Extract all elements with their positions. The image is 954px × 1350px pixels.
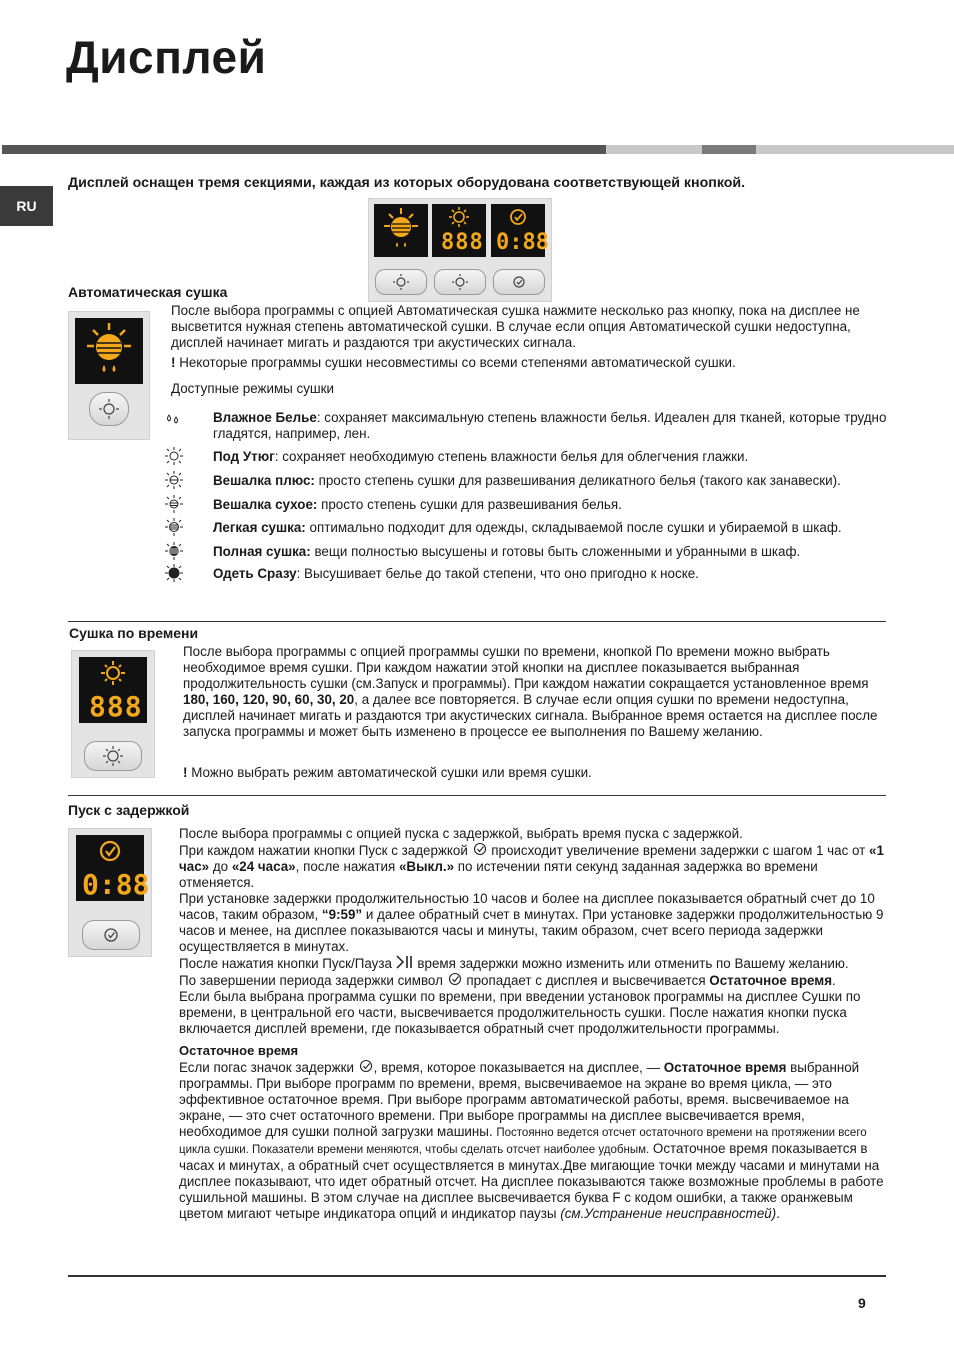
- header-bar-light-2: [756, 145, 954, 154]
- timed-digits: 888: [441, 230, 484, 255]
- sun-full-icon: [163, 541, 185, 561]
- intro-text: Дисплей оснащен тремя секциями, каждая из которых оборудована соответствующей кнопкой.: [68, 175, 746, 191]
- sun-three-bars-icon: [163, 517, 185, 537]
- delay-countdown-text: При установке задержки продолжительностью 10 часов и более на дисплее показывается обратный счет до 10 часов, таким образом, “9:59” и далее обратный счет в минутах. При установке задержки продолжительностью 9 часов и менее, на дисплее показываются часы и минуты, таким образом, счет всего периода задержки осуществляется в минутах.: [179, 891, 884, 954]
- delay-start-button[interactable]: [493, 269, 545, 295]
- sun-drops-icon: [75, 318, 143, 384]
- sun-icon: [90, 393, 128, 425]
- modes-label: Доступные режимы сушки: [171, 381, 334, 396]
- delay-clock-icon: [83, 921, 139, 949]
- auto-dry-button[interactable]: [89, 392, 129, 426]
- header-bar-light: [606, 145, 702, 154]
- delay-end-text: По завершении периода задержки символ пропадает с дисплея и высвечивается Остаточное время.: [179, 973, 836, 988]
- language-tab: RU: [0, 186, 53, 226]
- sun-icon: [435, 270, 485, 294]
- sun-icon: [376, 270, 426, 294]
- delay-clock-icon: [472, 842, 488, 856]
- sun-icon: [79, 659, 147, 687]
- sub-heading-remaining: Остаточное время: [179, 1043, 299, 1058]
- timed-description: После выбора программы с опцией программы сушки по времени, кнопкой По времени можно выбрать необходимое время сушки. При каждом нажатии этой кнопки на дисплее показывается выбранная продолжительность сушки (см.Запуск и программы). При каждом нажатии сокращается установленное время 180, 160, 120, 90, 60, 30, 20, а далее все повторяется. В случае если опция сушки по времени недоступна, дисплей начинает мигать и раздаются три акустических сигнала. Выбранное время остается на дисплее после запуска программы и может быть изменено в процессе ее выполнения по Вашему желанию.: [183, 644, 878, 739]
- delay-lcd: [491, 204, 549, 257]
- delay-digits: 0:88: [82, 868, 150, 901]
- delay-lcd: [76, 835, 150, 901]
- header-bar-mid: [702, 145, 756, 154]
- sun-icon: [85, 742, 141, 770]
- timed-dry-lcd: [432, 204, 486, 257]
- sun-drops-icon: [374, 204, 428, 257]
- delay-start-button[interactable]: [82, 920, 140, 950]
- timed-warning: ! Можно выбрать режим автоматической сушки или время сушки.: [183, 765, 592, 780]
- sun-filled-icon: [163, 563, 185, 583]
- section-heading-auto: Автоматическая сушка: [68, 284, 228, 300]
- auto-warning: ! Некоторые программы сушки несовместимы со всеми степенями автоматической сушки.: [171, 355, 736, 370]
- delay-pause-text: После нажатия кнопки Пуск/Пауза время задержки можно изменить или отменить по Вашему желанию.: [179, 956, 849, 971]
- list-item: Вешалка плюс: просто степень сушки для развешивания деликатного белья (такого как занавески).: [213, 473, 841, 488]
- section-divider: [68, 795, 886, 796]
- delay-clock-icon: [76, 837, 144, 865]
- auto-dry-lcd: [75, 318, 143, 384]
- auto-dry-lcd: [374, 204, 428, 257]
- section-divider: [68, 621, 886, 622]
- timed-dry-lcd: [79, 657, 147, 723]
- timed-digits: 888: [89, 690, 143, 723]
- sun-two-bars-icon: [163, 494, 185, 514]
- page-title: Дисплей: [66, 31, 267, 83]
- sun-icon: [432, 206, 486, 228]
- delay-clock-icon: [494, 270, 544, 294]
- play-pause-icon: [396, 955, 414, 969]
- header-bar-dark: [2, 145, 606, 154]
- section-heading-timed: Сушка по времени: [69, 625, 199, 641]
- sun-one-bar-icon: [163, 470, 185, 490]
- list-item: Легкая сушка: оптимально подходит для одежды, складываемой после сушки и убираемой в шкаф.: [213, 520, 842, 535]
- list-item: Под Утюг: сохраняет необходимую степень влажности белья для облегчения глажки.: [213, 449, 749, 464]
- delay-clock-icon: [491, 206, 545, 228]
- drops-icon: [163, 408, 185, 428]
- list-item: Одеть Сразу: Высушивает белье до такой степени, что оно пригодно к носке.: [213, 566, 699, 581]
- delay-panel: [68, 828, 152, 957]
- timed-dry-button[interactable]: [434, 269, 486, 295]
- auto-dry-panel: [68, 311, 150, 440]
- timed-dry-button[interactable]: [84, 741, 142, 771]
- section-heading-delay: Пуск с задержкой: [68, 802, 190, 818]
- display-overview-panel: [368, 198, 552, 302]
- timed-dry-panel: [71, 650, 155, 778]
- delay-clock-icon: [358, 1059, 374, 1073]
- auto-dry-button[interactable]: [375, 269, 427, 295]
- list-item: Влажное Белье: сохраняет максимальную степень влажности белья. Идеален для тканей, которые трудно гладятся, например, лен.: [213, 410, 887, 441]
- sun-outline-icon: [163, 446, 185, 466]
- remaining-time-text: Если погас значок задержки , время, которое показывается на дисплее, — Остаточное время выбранной программы. При выборе программ по времени, время, высвечиваемое на экране во время цикла, — это эффективное остаточное время. При выборе программ автоматической работы, время. высвечиваемое на экране, — это счет остаточного времени. При выборе программы на дисплее высвечивается время, необходимое для сушки полной загрузки машины. Постоянно ведется отсчет остаточного времени на протяжении всего цикла сушки. Показатели времени меняются, чтобы сделать отсчет наиболее удобным. Остаточное время показывается в часах и минутах, а обратный счет осуществляется в минутах.Две мигающие точки между часами и минутами на дисплее показывают, что идет обратный отсчет. На дисплее показываются также возможные проблемы в работе сушильной машины. В этом случае на дисплее высвечивается буква F с кодом ошибки, а также оранжевым цветом мигают четыре индикатора опций и индикатор паузы (см.Устранение неисправностей).: [179, 1060, 884, 1221]
- delay-description: После выбора программы с опцией пуска с задержкой, выбрать время пуска с задержкой. При каждом нажатии кнопки Пуск с задержкой происходит увеличение времени задержки с шагом 1 час от «1 час» до «24 часа», после нажатия «Выкл.» по истечении пяти секунд заданная задержка во времени отменяется. При установке задержки продолжительностью 10 часов и более на дисплее показывается обратный счет до 10 часов, таким образом, “9:59” и далее обратный счет в минутах. При установке задержки продолжительностью 9 часов и менее, на дисплее показываются часы и минуты, таким образом, счет всего периода задержки осуществляется в минутах. После нажатия кнопки Пуск/Пауза время задержки можно изменить или отменить по Вашему желанию. По завершении периода задержки символ пропадает с дисплея и высвечивается Остаточное время. Если была выбрана программа сушки по времени, при введении установок программы на дисплее Сушки по времени, в центральной его части, высвечивается продолжительность сушки. После нажатия кнопки пуска включается дисплей времени, где показывается обратный счет продолжительности программы. Остаточное время Если погас значок задержки , время, которое показывается на дисплее, — Остаточное время выбранной программы. При выборе программ по времени, время, высвечиваемое на экране во время цикла, — это эффективное остаточное время. При выборе программ автоматической работы, время. высвечиваемое на экране, — это счет остаточного времени. При выборе программы на дисплее высвечивается время, необходимое для сушки полной загрузки машины. Постоянно ведется отсчет остаточного времени на протяжении всего цикла сушки. Показатели времени меняются, чтобы сделать отсчет наиболее удобным. Остаточное время показывается в часах и минутах, а обратный счет осуществляется в минутах.Две мигающие точки между часами и минутами на дисплее показывают, что идет обратный отсчет. На дисплее показываются также возможные проблемы в работе сушильной машины. В этом случае на дисплее высвечивается буква F с кодом ошибки, а также оранжевым цветом мигают четыре индикатора опций и индикатор паузы (см.Устранение неисправностей).: [179, 826, 884, 1221]
- bottom-divider: [68, 1275, 886, 1277]
- auto-description: После выбора программы с опцией Автоматическая сушка нажмите несколько раз кнопку, пока на дисплее не высветится нужная степень автоматической сушки. В случае если опция Автоматической сушки недоступна, дисплей начинает мигать и раздаются три акустических сигнала.: [171, 303, 860, 350]
- list-item: Полная сушка: вещи полностью высушены и готовы быть сложенными и убранными в шкаф.: [213, 544, 801, 559]
- list-item: Вешалка сухое: просто степень сушки для развешивания белья.: [213, 497, 622, 512]
- delay-step-text: При каждом нажатии кнопки Пуск с задержкой происходит увеличение времени задержки с шагом 1 час от «1 час» до «24 часа», после нажатия «Выкл.» по истечении пяти секунд заданная задержка во времени отменяется.: [179, 843, 884, 890]
- delay-digits: 0:88: [496, 230, 549, 255]
- page-number: 9: [858, 1295, 866, 1311]
- delay-clock-icon: [447, 972, 463, 986]
